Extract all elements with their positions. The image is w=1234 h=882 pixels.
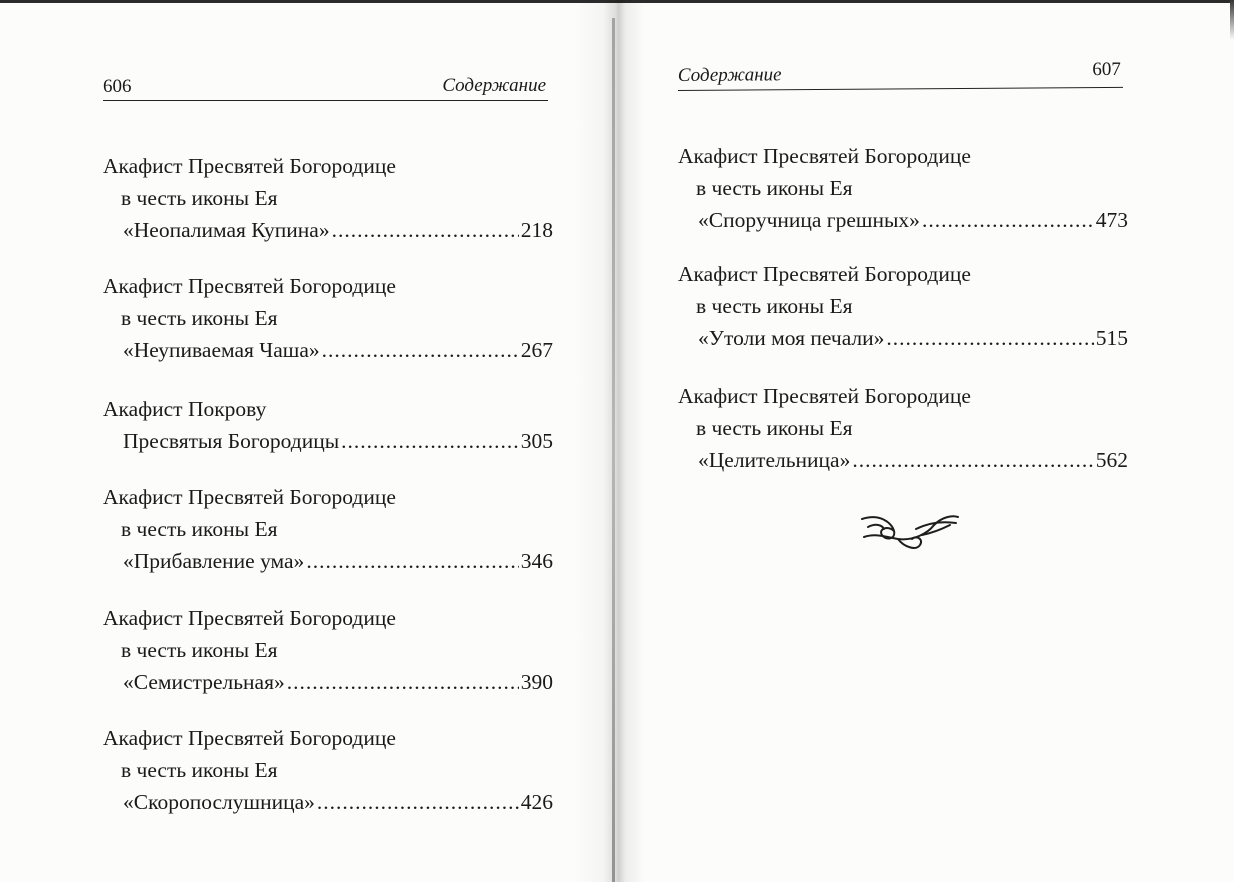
toc-entry-title-line (103, 666, 553, 698)
dot-leader (332, 214, 519, 246)
toc-entry-title: «Семистрельная» (123, 670, 285, 694)
toc-entry-title: «Скоропослушница» (123, 790, 315, 814)
toc-entry-title-line (103, 214, 553, 246)
toc-entry (103, 270, 553, 366)
toc-entry-line: Акафист Пресвятей Богородице (678, 384, 971, 408)
toc-entry-line: в честь иконы Ея (696, 416, 853, 440)
right-page-number: 607 (1092, 58, 1121, 81)
toc-entry-line: Акафист Пресвятей Богородице (103, 154, 396, 178)
toc-entry-line: Акафист Пресвятей Богородице (103, 726, 396, 750)
toc-entry-title: «Целительница» (698, 448, 851, 472)
toc-entry (103, 150, 553, 246)
toc-page-number: 305 (520, 429, 553, 453)
toc-page-number: 218 (520, 218, 553, 242)
toc-entry-title-line (103, 334, 553, 366)
toc-entry (678, 258, 1128, 354)
toc-entry-title: «Споручница грешных» (698, 208, 920, 232)
toc-entry-title-line (103, 786, 553, 818)
left-section-title: Содержание (442, 75, 546, 96)
toc-entry-line: в честь иконы Ея (121, 306, 278, 330)
toc-entry-title-line (103, 545, 553, 577)
dot-leader (886, 322, 1093, 354)
toc-entry-line: в честь иконы Ея (121, 638, 278, 662)
toc-page-number: 562 (1095, 448, 1128, 472)
toc-page-number: 267 (520, 338, 553, 362)
dot-leader (922, 204, 1094, 236)
toc-entry-line: в честь иконы Ея (696, 176, 853, 200)
toc-page-number: 426 (520, 790, 553, 814)
flourish-ornament-icon (858, 507, 962, 555)
toc-entry-line: Акафист Пресвятей Богородице (103, 274, 396, 298)
toc-entry (678, 380, 1128, 476)
toc-entry-title: Пресвятыя Богородицы (123, 429, 340, 453)
toc-entry-line: в честь иконы Ея (696, 294, 853, 318)
toc-entry-title-line (678, 444, 1128, 476)
dot-leader (306, 545, 518, 577)
toc-entry-title: «Неупиваемая Чаша» (123, 338, 320, 362)
toc-entry-line: в честь иконы Ея (121, 758, 278, 782)
toc-entry (103, 481, 553, 577)
toc-page-number: 473 (1095, 208, 1128, 232)
left-page-number: 606 (103, 76, 132, 97)
dot-leader (317, 786, 519, 818)
toc-entry-line: Акафист Покрову (103, 397, 267, 421)
toc-entry-title-line (678, 322, 1128, 354)
toc-entry-line: Акафист Пресвятей Богородице (103, 606, 396, 630)
toc-entry-line: Акафист Пресвятей Богородице (103, 485, 396, 509)
toc-entry-line: Акафист Пресвятей Богородице (678, 144, 971, 168)
toc-entry (103, 722, 553, 818)
right-running-head (678, 57, 1123, 91)
toc-entry-title-line (678, 204, 1128, 236)
scan-right-edge (1230, 0, 1234, 40)
toc-entry-line: в честь иконы Ея (121, 517, 278, 541)
toc-entry (103, 393, 553, 457)
toc-entry-line: Акафист Пресвятей Богородице (678, 262, 971, 286)
dot-leader (287, 666, 519, 698)
left-running-head (103, 70, 548, 101)
toc-entry-title-line (103, 425, 553, 457)
dot-leader (852, 444, 1093, 476)
toc-entry (103, 602, 553, 698)
toc-entry-line: в честь иконы Ея (121, 186, 278, 210)
toc-entry (678, 140, 1128, 236)
dot-leader (322, 334, 519, 366)
toc-entry-title: «Утоли моя печали» (698, 326, 885, 350)
dot-leader (341, 425, 519, 457)
book-gutter-fold (612, 18, 615, 882)
right-section-title: Содержание (677, 64, 782, 87)
book-gutter-shadow (575, 0, 645, 882)
toc-entry-title: «Прибавление ума» (123, 549, 305, 573)
toc-page-number: 515 (1095, 326, 1128, 350)
toc-page-number: 390 (520, 670, 553, 694)
toc-page-number: 346 (520, 549, 553, 573)
toc-entry-title: «Неопалимая Купина» (123, 218, 330, 242)
